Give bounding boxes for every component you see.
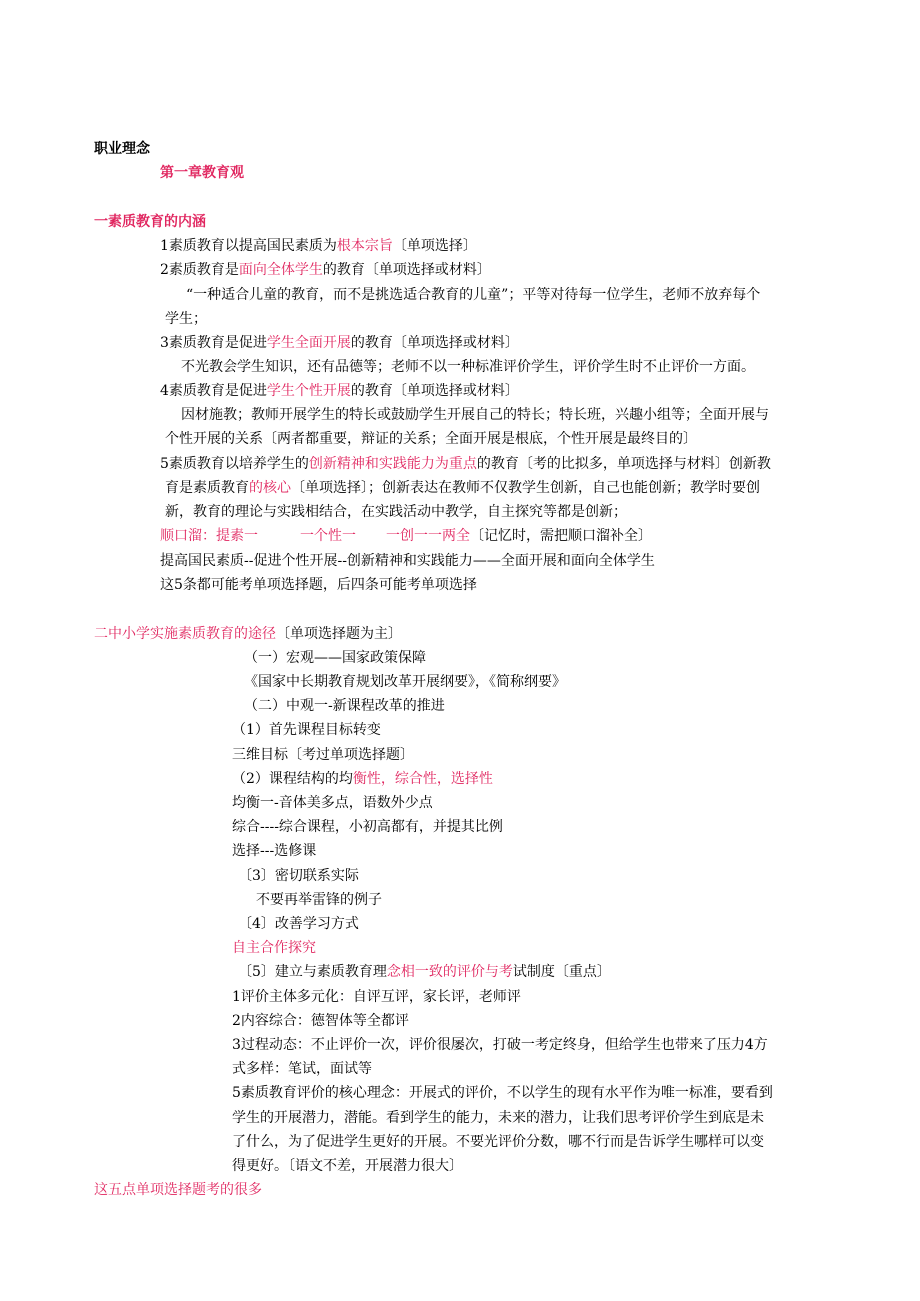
- mnemonic: [160, 526, 652, 546]
- item-4: 〔4〕改善学习方式: [238, 916, 359, 932]
- text: 〔单项选择〕；创新表达在教师不仅教学生创新，自己也能创新；教学时要创: [291, 480, 760, 496]
- text: 4素质教育是促进: [160, 383, 267, 399]
- text: 5素质教育以培养学生的: [160, 456, 309, 472]
- text: 3素质教育是促进: [160, 335, 267, 351]
- highlight: 根本宗旨: [336, 238, 393, 254]
- section-title: 职业理念: [94, 141, 150, 157]
- eval-5-cont: 学生的开展潜力，潜能。看到学生的能力，未来的潜力，让我们思考评价学生到底是未: [232, 1110, 764, 1126]
- mnemonic-part: 一个性一: [300, 528, 356, 544]
- heading-note: 〔单项选择题为主〕: [276, 626, 402, 642]
- item-2-detail-c: 选择---选修课: [232, 843, 317, 859]
- point-2-detail: “一种适合儿童的教育，而不是挑选适合教育的儿童”；平等对待每一位学生，老师不放弃每个: [186, 287, 761, 303]
- closing-note: 这五点单项选择题考的很多: [94, 1182, 262, 1198]
- item-1-detail: 三维目标〔考过单项选择题〕: [232, 747, 414, 763]
- item-2-detail-b: 综合----综合课程，小初高都有，并提其比例: [232, 819, 503, 835]
- mnemonic-note: 〔记忆时，需把顺口溜补全〕: [470, 528, 652, 544]
- text: 的教育〔考的比拟多，单项选择与材料〕创新教: [476, 456, 771, 472]
- mnemonic-part: 顺口溜：提素一: [160, 528, 258, 544]
- point-5-cont-2: 新，教育的理论与实践相结合，在实践活动中教学，自主探究等都是创新；: [165, 504, 627, 520]
- text: 试制度〔重点〕: [512, 964, 611, 980]
- chapter-title: 第一章教育观: [160, 165, 244, 181]
- text: （2）课程结构的均: [232, 771, 353, 787]
- item-5: [238, 962, 611, 982]
- eval-1: 1评价主体多元化：自评互评，家长评，老师评: [232, 989, 521, 1005]
- item-3-detail: 不要再举雷锋的例子: [256, 892, 382, 908]
- text: 的教育〔单项选择或材料〕: [322, 262, 491, 278]
- text: 的教育〔单项选择或材料〕: [350, 335, 519, 351]
- mnemonic-part: 一创一一两全: [386, 528, 470, 544]
- point-5-cont: [165, 478, 760, 498]
- point-4: [160, 381, 519, 401]
- macro-line: （一）宏观——国家政策保障: [244, 650, 426, 666]
- point-5: [160, 454, 771, 474]
- text: 育是素质教育: [165, 480, 249, 496]
- point-4-detail-cont: 个性开展的关系〔两者都重要，辩证的关系；全面开展是根底，个性开展是最终目的〕: [165, 431, 697, 447]
- note-line: 这5条都可能考单项选择题，后四条可能考单项选择: [160, 577, 477, 593]
- highlight: 学生全面开展: [266, 335, 351, 351]
- eval-3: 3过程动态：不止评价一次，评价很屡次，打破一考定终身，但给学生也带来了压力4方: [232, 1037, 768, 1053]
- text: 〔5〕建立与素质教育理: [238, 964, 387, 980]
- eval-2: 2内容综合：德智体等全都评: [232, 1013, 409, 1029]
- text: 的教育〔单项选择或材料〕: [350, 383, 519, 399]
- text: 〔单项选择〕: [392, 238, 477, 254]
- item-1: （1）首先课程目标转变: [232, 722, 381, 738]
- item-3: 〔3〕密切联系实际: [238, 868, 359, 884]
- point-3: [160, 333, 519, 353]
- point-2: [160, 260, 491, 280]
- item-2-detail-a: 均衡一-音体美多点，语数外少点: [232, 795, 433, 811]
- point-4-detail: 因材施教；教师开展学生的特长或鼓励学生开展自己的特长；特长班，兴趣小组等；全面开展与: [181, 407, 769, 423]
- highlight: 的核心: [249, 480, 291, 496]
- eval-5: 5素质教育评价的核心理念：开展式的评价，不以学生的现有水平作为唯一标准，要看到: [232, 1085, 773, 1101]
- outline-line: 《国家中长期教育规划改革开展纲要》，《简称纲要》: [244, 674, 566, 690]
- heading-2: [94, 624, 402, 644]
- item-4-detail: 自主合作探究: [232, 940, 316, 956]
- highlight: 学生个性开展: [266, 383, 351, 399]
- point-3-detail: 不光教会学生知识，还有品德等；老师不以一种标准评价学生，评价学生时不止评价一方面。: [181, 359, 755, 375]
- summary-line: 提高国民素质--促进个性开展--创新精神和实践能力——全面开展和面向全体学生: [160, 553, 655, 569]
- text: 1素质教育以提高国民素质为: [160, 238, 337, 254]
- text: 2素质教育是: [160, 262, 239, 278]
- point-1: [160, 236, 477, 256]
- heading-text: 二中小学实施素质教育的途径: [94, 626, 276, 642]
- point-2-detail-cont: 学生；: [165, 311, 207, 327]
- item-2: [232, 769, 493, 789]
- eval-5-cont-3: 得更好。〔语文不差，开展潜力很大〕: [232, 1158, 463, 1174]
- heading-1: 一素质教育的内涵: [94, 214, 206, 230]
- meso-line: （二）中观一-新课程改革的推进: [244, 698, 445, 714]
- highlight: 创新精神和实践能力为重点: [308, 456, 477, 472]
- highlight: 衡性，综合性，选择性: [352, 771, 493, 787]
- eval-5-cont-2: 了什么，为了促进学生更好的开展。不要光评价分数，哪不行而是告诉学生哪样可以变: [232, 1134, 764, 1150]
- highlight: 念相一致的评价与考: [386, 964, 513, 980]
- highlight: 面向全体学生: [238, 262, 323, 278]
- eval-4: 式多样：笔试，面试等: [232, 1061, 372, 1077]
